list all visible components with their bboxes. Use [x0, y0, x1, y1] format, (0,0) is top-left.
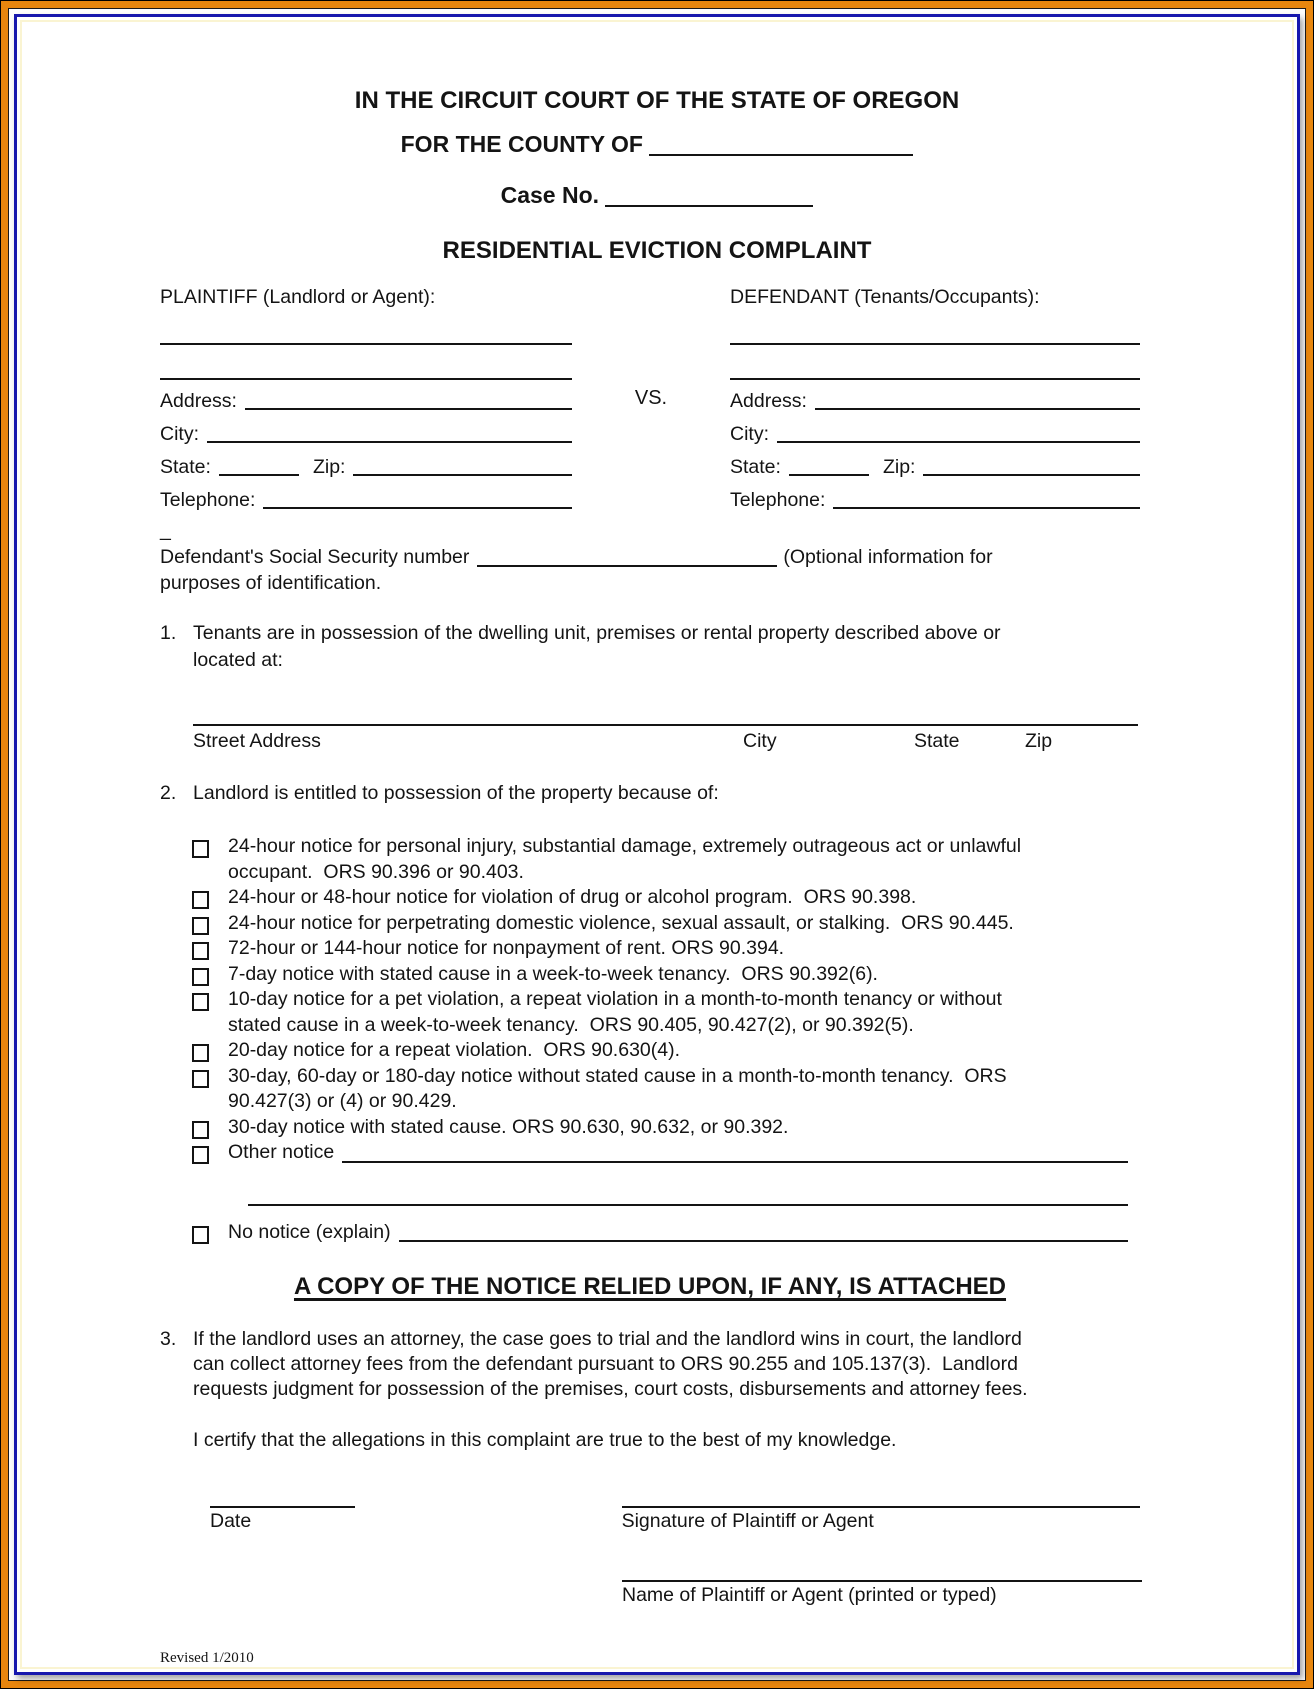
checkbox[interactable]	[192, 840, 209, 858]
checkbox-item-text: 90.427(3) or (4) or 90.429.	[228, 1090, 457, 1112]
county-line	[17, 131, 1297, 158]
column-label-street-address: Street Address	[193, 730, 321, 752]
form-title: RESIDENTIAL EVICTION COMPLAINT	[442, 237, 872, 264]
checkbox[interactable]	[192, 1044, 209, 1062]
city-label: City:	[160, 423, 199, 445]
plaintiff-name-blank[interactable]	[160, 343, 572, 345]
defendant-city-blank[interactable]	[777, 439, 1140, 443]
signature-label: Signature of Plaintiff or Agent	[621, 1510, 874, 1532]
case-no-line	[17, 182, 1297, 209]
county-label: FOR THE COUNTY OF	[400, 131, 643, 157]
checkbox-list	[160, 834, 1140, 1245]
city-label: City:	[730, 423, 769, 445]
frame-gap	[9, 9, 1305, 1680]
checkbox-item	[160, 962, 1140, 988]
telephone-label: Telephone:	[730, 489, 826, 511]
plaintiff-city-blank[interactable]	[207, 439, 572, 443]
checkbox-item	[160, 1038, 1140, 1064]
checkbox[interactable]	[192, 917, 209, 935]
checkbox[interactable]	[192, 968, 209, 986]
checkbox-item-text: stated cause in a week-to-week tenancy. ORS 90.405, 90.427(2), or 90.392(5).	[228, 1013, 914, 1036]
checkbox[interactable]	[192, 891, 209, 909]
address-label: Address:	[730, 390, 807, 412]
item-1	[160, 620, 1140, 674]
checkbox-item	[160, 1220, 1140, 1246]
item-2-text: Landlord is entitled to possession of the property because of:	[193, 782, 719, 804]
plaintiff-address-blank[interactable]	[245, 406, 572, 410]
notice-attached-heading: A COPY OF THE NOTICE RELIED UPON, IF ANY, IS ATTACHED	[293, 1273, 1007, 1300]
defendant-telephone-blank[interactable]	[833, 505, 1140, 509]
state-label: State:	[160, 456, 211, 478]
ssn-suffix: (Optional information for	[783, 546, 993, 568]
checkbox-item-text: occupant. ORS 90.396 or 90.403.	[228, 860, 524, 883]
checkbox-item	[160, 1115, 1140, 1141]
checkbox[interactable]	[192, 1146, 209, 1164]
plaintiff-telephone-blank[interactable]	[263, 505, 572, 509]
item-2	[160, 780, 1140, 806]
ssn-blank[interactable]	[477, 563, 777, 567]
checkbox-item	[160, 885, 1140, 911]
court-title: IN THE CIRCUIT COURT OF THE STATE OF OREGON	[354, 87, 960, 114]
ssn-label: Defendant's Social Security number	[160, 546, 470, 568]
item-3-text: can collect attorney fees from the defendant pursuant to ORS 90.255 and 105.137(3). Landlord	[193, 1353, 1018, 1375]
checkbox-item-text: Other notice	[228, 1141, 335, 1163]
document-header	[17, 17, 1297, 265]
checkbox-item-text: 10-day notice for a pet violation, a repeat violation in a month-to-month tenancy or without	[228, 988, 1002, 1010]
checkbox-item-text: 72-hour or 144-hour notice for nonpayment of rent. ORS 90.394.	[228, 937, 785, 959]
checkbox[interactable]	[192, 993, 209, 1011]
fill-in-blank[interactable]	[248, 1204, 1128, 1206]
item-1-text: Tenants are in possession of the dwelling unit, premises or rental property described above or	[193, 622, 1001, 644]
plaintiff-address-field	[160, 380, 572, 413]
fill-in-blank[interactable]	[342, 1159, 1128, 1163]
checkbox-item-text: 30-day notice with stated cause. ORS 90.630, 90.632, or 90.392.	[228, 1115, 789, 1138]
item-1-text: located at:	[193, 649, 283, 671]
checkbox[interactable]	[192, 1226, 209, 1244]
checkbox-item-text: 24-hour notice for perpetrating domestic violence, sexual assault, or stalking. ORS 90.445.	[228, 911, 1014, 934]
item-3-number: 3.	[160, 1328, 177, 1350]
stray-underscore: _	[160, 519, 171, 541]
plaintiff-telephone-field	[160, 479, 572, 512]
checkbox[interactable]	[192, 1121, 209, 1139]
checkbox-item	[160, 1064, 1140, 1115]
checkbox-item	[160, 1140, 1140, 1166]
plaintiff-header: PLAINTIFF (Landlord or Agent):	[160, 286, 436, 308]
date-field	[210, 1506, 355, 1534]
address-label: Address:	[160, 390, 237, 412]
ssn-line-2: purposes of identification.	[160, 572, 382, 594]
checkbox-item-text: 30-day, 60-day or 180-day notice without stated cause in a month-to-month tenancy. ORS	[228, 1064, 1007, 1087]
document-page	[14, 14, 1300, 1675]
plaintiff-state-zip-field	[160, 446, 572, 479]
checkbox[interactable]	[192, 942, 209, 960]
defendant-name-blank[interactable]	[730, 343, 1140, 345]
county-blank[interactable]	[649, 152, 913, 156]
checkbox-item-text: No notice (explain)	[228, 1220, 391, 1243]
plaintiff-state-blank[interactable]	[219, 472, 299, 476]
checkbox-item	[160, 911, 1140, 937]
date-label: Date	[210, 1510, 252, 1532]
zip-label: Zip:	[312, 456, 346, 478]
defendant-header: DEFENDANT (Tenants/Occupants):	[730, 286, 1040, 308]
item-3-text: If the landlord uses an attorney, the case goes to trial and the landlord wins in court, the landlord	[193, 1328, 1022, 1350]
checkbox-item	[160, 987, 1140, 1038]
column-label-zip: Zip	[1025, 730, 1053, 752]
checkbox-item-text: 7-day notice with stated cause in a week-to-week tenancy. ORS 90.392(6).	[228, 962, 878, 985]
inner-frame-line	[8, 8, 1306, 1681]
printed-name-field	[622, 1580, 1142, 1608]
ssn-line	[160, 544, 1140, 570]
state-label: State:	[730, 456, 781, 478]
plaintiff-city-field	[160, 413, 572, 446]
fill-in-blank[interactable]	[399, 1238, 1128, 1242]
checkbox-item-text: 20-day notice for a repeat violation. ORS 90.630(4).	[228, 1039, 681, 1061]
column-label-state: State	[914, 730, 960, 752]
defendant-city-field	[730, 413, 1140, 446]
checkbox[interactable]	[192, 1070, 209, 1088]
defendant-zip-blank[interactable]	[923, 472, 1140, 476]
signature-field	[622, 1506, 1140, 1534]
plaintiff-zip-blank[interactable]	[353, 472, 572, 476]
defendant-address-field	[730, 380, 1140, 413]
vs-column	[572, 285, 730, 512]
column-label-city: City	[743, 730, 777, 752]
checkbox-item	[160, 936, 1140, 962]
item-2-number: 2.	[160, 782, 177, 804]
parties-section	[160, 285, 1140, 512]
printed-name-label: Name of Plaintiff or Agent (printed or typed)	[622, 1584, 997, 1606]
checkbox-item-text: 24-hour or 48-hour notice for violation of drug or alcohol program. ORS 90.398.	[228, 886, 917, 908]
plaintiff-column	[160, 285, 572, 512]
defendant-state-blank[interactable]	[789, 472, 869, 476]
defendant-telephone-field	[730, 479, 1140, 512]
checkbox-item-text: 24-hour notice for personal injury, substantial damage, extremely outrageous act or unlawful	[228, 835, 1022, 857]
signature-block	[160, 1506, 1140, 1534]
defendant-column	[730, 285, 1140, 512]
certify-statement: I certify that the allegations in this complaint are true to the best of my knowledge.	[193, 1429, 897, 1451]
case-no-label: Case No.	[500, 182, 600, 208]
checkbox-item	[160, 834, 1140, 885]
revised-note: Revised 1/2010	[160, 1650, 254, 1666]
item-3	[160, 1327, 1140, 1402]
zip-label: Zip:	[882, 456, 916, 478]
item-3-text: requests judgment for possession of the premises, court costs, disbursements and attorney fees.	[193, 1378, 1028, 1400]
defendant-state-zip-field	[730, 446, 1140, 479]
vs-label: VS.	[634, 387, 668, 409]
property-address-labels	[160, 726, 1140, 754]
telephone-label: Telephone:	[160, 489, 256, 511]
orange-frame	[1, 1, 1313, 1688]
case-no-blank[interactable]	[605, 203, 813, 207]
defendant-address-blank[interactable]	[815, 406, 1140, 410]
item-1-number: 1.	[160, 622, 177, 644]
